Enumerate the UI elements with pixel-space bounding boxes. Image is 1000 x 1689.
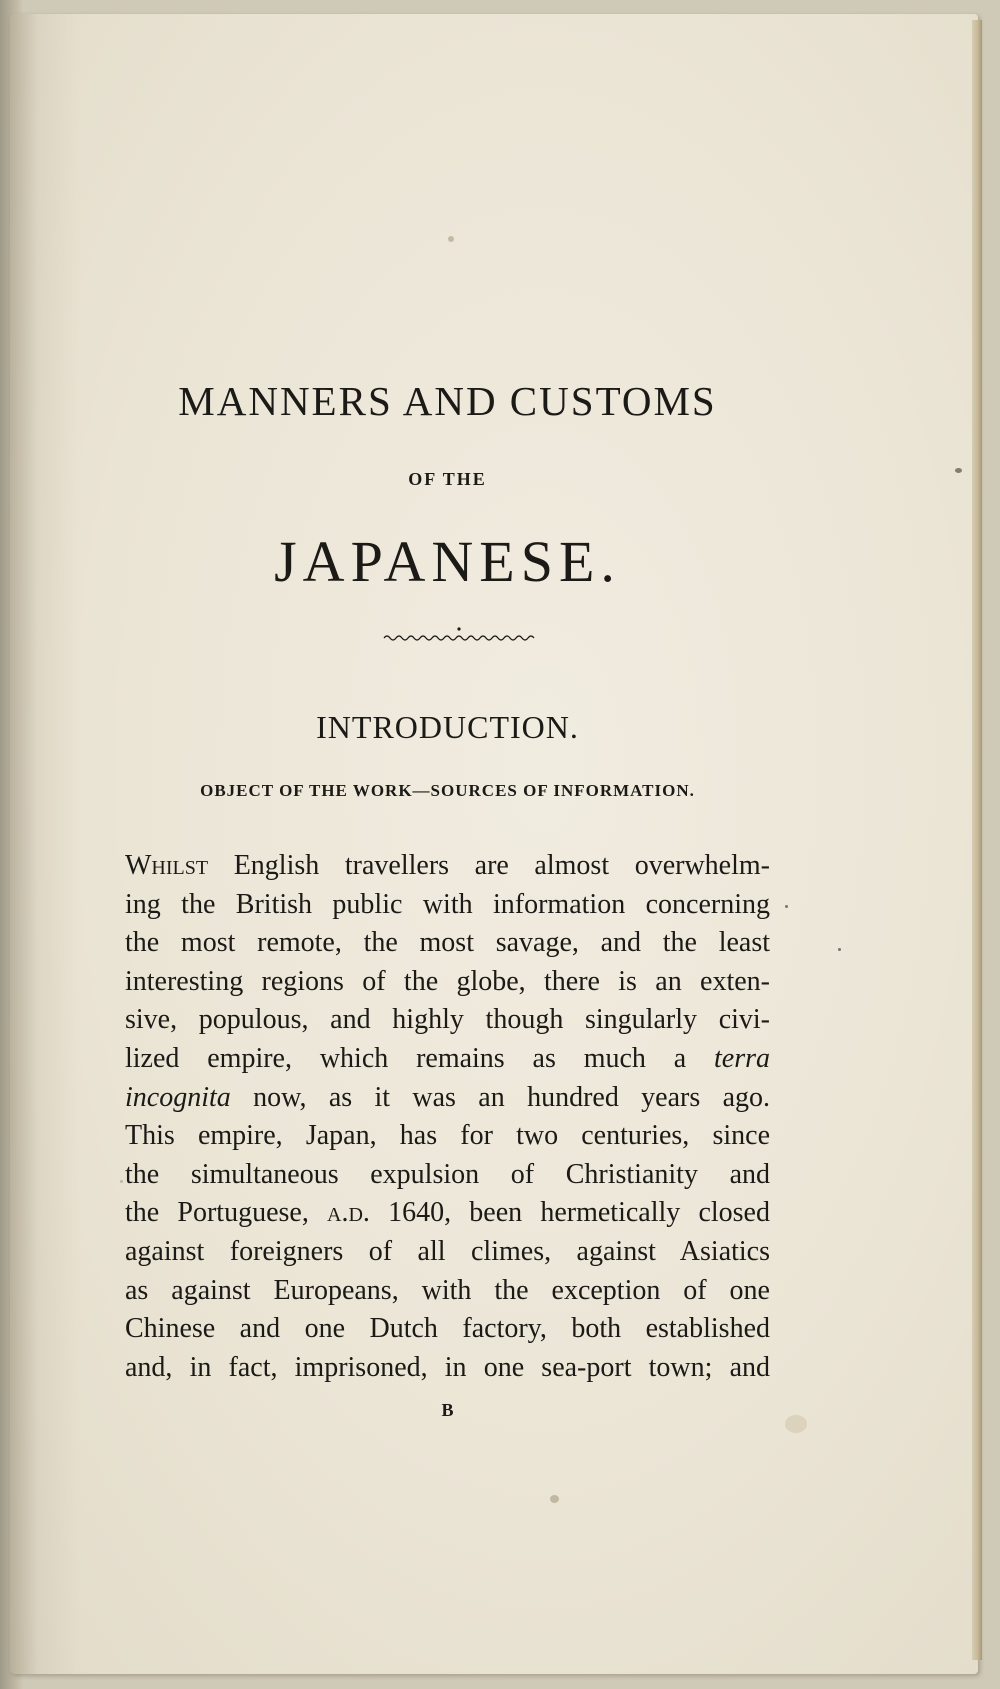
line-text: as against Europeans, with the exception of one (125, 1274, 770, 1306)
line-text: the simultaneous expulsion of Christianity and (125, 1158, 770, 1190)
book-title: MANNERS AND CUSTOMS (178, 378, 717, 424)
line-text: interesting regions of the globe, there is an exten- (125, 965, 770, 997)
text-line (125, 963, 770, 1002)
text-line (125, 886, 770, 925)
drop-word: Whilst (125, 850, 209, 881)
ornamental-rule (382, 625, 537, 643)
foxing-spot (550, 1495, 559, 1503)
line-text: This empire, Japan, has for two centuries, since (125, 1120, 770, 1152)
section-heading: INTRODUCTION. (316, 709, 579, 745)
text-line (125, 1272, 770, 1311)
section-subheading: OBJECT OF THE WORK—SOURCES OF INFORMATION. (200, 781, 695, 800)
line-text: ing the British public with information concerning (125, 888, 770, 920)
line-text: English travellers are almost overwhelm- (208, 850, 770, 881)
foxing-spot (955, 468, 962, 473)
foxing-spot (120, 1180, 123, 1183)
signature-mark: B (441, 1400, 454, 1420)
text-line (125, 1001, 770, 1040)
text-line (125, 1310, 770, 1349)
line-text: the most remote, the most savage, and the least (125, 927, 770, 959)
text-line (125, 1156, 770, 1195)
text-line (125, 847, 770, 886)
paper-sheet (10, 14, 978, 1674)
text-line (125, 1040, 770, 1079)
body-text (125, 847, 770, 1387)
line-text: the Portuguese, (125, 1197, 328, 1229)
line-text: and, in fact, imprisoned, in one sea-port town; and (125, 1351, 770, 1383)
italic-phrase: terra (714, 1042, 770, 1074)
line-text: now, as it was an hundred years ago. (230, 1081, 770, 1113)
era-abbrev: a.d. (327, 1197, 370, 1229)
book-subtitle: JAPANESE. (274, 529, 621, 594)
text-line (125, 1117, 770, 1156)
foxing-spot (448, 236, 454, 242)
text-line (125, 1194, 770, 1233)
line-text: 1640, been hermetically closed (369, 1197, 770, 1229)
text-line (125, 1079, 770, 1118)
fore-edge (972, 20, 982, 1660)
line-text: against foreigners of all climes, against Asiatics (125, 1235, 770, 1267)
foxing-spot (838, 948, 841, 951)
title-connector: OF THE (408, 469, 487, 489)
line-text: Chinese and one Dutch factory, both established (125, 1313, 770, 1345)
italic-phrase: incognita (125, 1081, 231, 1113)
text-line (125, 1233, 770, 1272)
foxing-spot (785, 1415, 807, 1433)
text-line (125, 1349, 770, 1388)
line-text: lized empire, which remains as much a (125, 1042, 714, 1074)
foxing-spot (785, 905, 788, 908)
gutter-shadow (10, 14, 80, 1674)
line-text: sive, populous, and highly though singularly civi- (125, 1004, 770, 1036)
text-line (125, 924, 770, 963)
